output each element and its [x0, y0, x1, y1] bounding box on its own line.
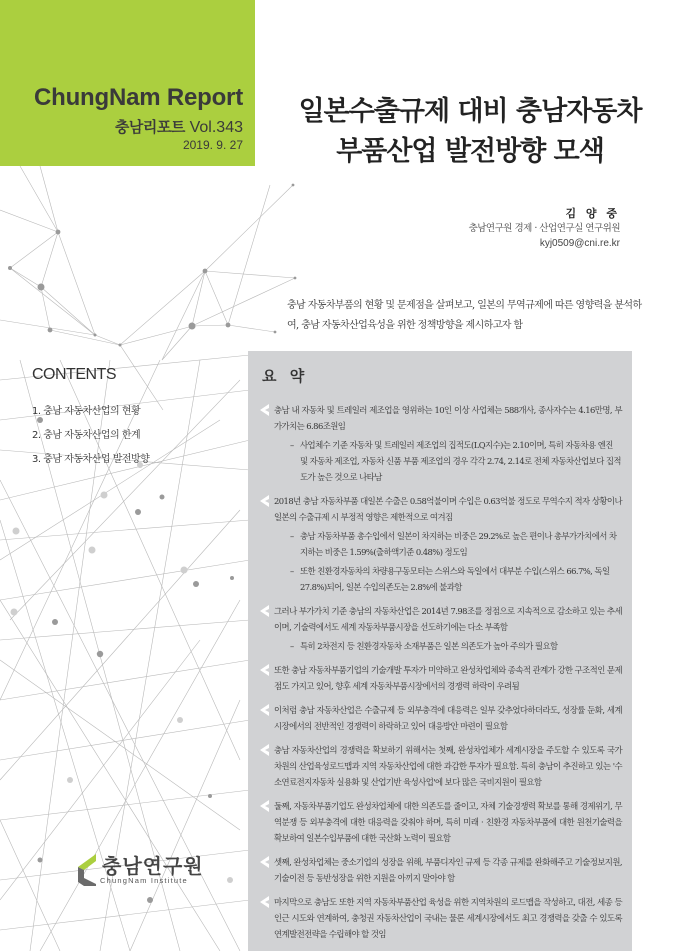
- summary-sub-point-text: 사업체수 기준 자동차 및 트레일러 제조업의 집적도(LQ지수)는 2.10이며, 특히 자동차용 엔진 및 자동차 제조업, 자동차 신품 부품 제조업의 경우 각각 2.74, 2.14로 전체 자동차산업보다 집적도가 높은 것으로 나타남: [300, 440, 621, 482]
- summary-paragraph-text: 둘째, 자동차부품기업도 완성차업체에 대한 의존도를 줄이고, 자체 기술경쟁력 확보를 통해 경제위기, 무역분쟁 등 외부충격에 대한 대응력을 갖춰야 하며, 특히 미래 · 친환경 자동차부품에 대한 원천기술력을 확보하여 일본수입부품에 대한 국산화 노력이 필요함: [274, 801, 622, 843]
- brand-subtitle: [115, 116, 243, 137]
- contents-section: [32, 366, 149, 472]
- report-title: [270, 92, 670, 172]
- logo-mark-icon: [76, 854, 98, 886]
- chevron-left-icon: [260, 704, 270, 716]
- chevron-left-icon: [260, 605, 270, 617]
- institute-logo: [76, 850, 246, 890]
- author-email[interactable]: kyj0509@cni.re.kr: [539, 238, 620, 249]
- chevron-left-icon: [260, 495, 270, 507]
- summary-paragraph-text: 마지막으로 충남도 또한 지역 자동차부품산업 육성을 위한 지역차원의 로드맵을 작성하고, 대전, 세종 등 인근 시도와 연계하여, 충청권 자동차산업이 국내는 물론 세계시장에서도 최고 경쟁력을 갖출 수 있도록 연계발전전략을 수립해야 할 것임: [274, 897, 622, 939]
- summary-paragraph: [256, 854, 622, 886]
- summary-box: [248, 351, 632, 951]
- intro-text: 충남 자동차부품의 현황 및 문제점을 살펴보고, 일본의 무역규제에 따른 영향력을 분석하여, 충남 자동차산업육성을 위한 정책방향을 제시하고자 함: [287, 300, 642, 331]
- author-affiliation: 충남연구원 경제 · 산업연구실 연구위원: [468, 223, 620, 234]
- summary-paragraph-text: 그러나 부가가치 기준 충남의 자동차산업은 2014년 7.98조를 정점으로 지속적으로 감소하고 있는 추세이며, 기술력에서도 세계 자동차부품시장을 선도하기에는 다소 부족함: [274, 606, 622, 632]
- brand-volume: Vol.343: [189, 119, 243, 136]
- summary-sub-point-text: 또한 친환경자동차의 차량용구동모터는 스위스와 독일에서 대부분 수입(스위스 66.7%, 독일 27.8%)되어, 일본 수입의존도는 2.8%에 불과함: [300, 566, 610, 592]
- dash-bullet: –: [290, 566, 294, 576]
- logo-english-text: ChungNam Institute: [100, 876, 188, 885]
- summary-paragraph: [256, 402, 622, 485]
- summary-paragraph: [256, 493, 622, 595]
- chevron-left-icon: [260, 896, 270, 908]
- summary-paragraph: [256, 603, 622, 654]
- contents-item[interactable]: 1. 충남 자동차산업의 현황: [32, 406, 141, 417]
- contents-item[interactable]: 2. 충남 자동차산업의 한계: [32, 430, 141, 441]
- summary-paragraph: [256, 742, 622, 790]
- summary-sub-point-text: 충남 자동차부품 총수입에서 일본이 차지하는 비중은 29.2%로 높은 편이나 총부가가치에서 차지하는 비중은 1.59%(출하액기준 0.48%) 정도임: [300, 531, 617, 557]
- author-name: 김 양 중: [565, 207, 620, 220]
- logo-korean-text: 충남연구원: [102, 854, 204, 878]
- brand-title: ChungNam Report: [34, 84, 243, 111]
- summary-paragraph-text: 2018년 충남 자동차부품 대일본 수출은 0.58억불이며 수입은 0.63억불 정도로 무역수지 적자 상황이나 일본의 수출규제 시 부정적 영향은 제한적으로 여겨짐: [274, 496, 622, 522]
- chevron-left-icon: [260, 800, 270, 812]
- summary-paragraph: [256, 702, 622, 734]
- author-block: [469, 207, 620, 251]
- summary-title: 요 약: [262, 367, 309, 385]
- contents-heading: CONTENTS: [32, 366, 116, 383]
- publish-date: 2019. 9. 27: [182, 138, 243, 152]
- summary-paragraph: [256, 798, 622, 846]
- summary-sub-point: [274, 563, 622, 595]
- report-title-line2: 부품산업 발전방향 모색: [336, 136, 604, 167]
- summary-paragraph-text: 셋째, 완성차업체는 중소기업의 성장을 위해, 부품디자인 규제 등 각종 규제를 완화해주고 기술정보지원, 기술이전 등 동반성장을 위한 지원을 아끼지 말아야 함: [274, 857, 622, 883]
- report-title-line1: 일본수출규제 대비 충남자동차: [298, 96, 642, 127]
- summary-sub-point-text: 특히 2차전지 등 친환경자동차 소재부품은 일본 의존도가 높아 주의가 필요함: [300, 641, 558, 651]
- summary-paragraph-text: 또한 충남 자동차부품기업의 기술개발 투자가 미약하고 완성차업체와 종속적 관계가 강한 구조적인 문제점도 가지고 있어, 향후 세계 자동차부품시장에서의 경쟁력 하락이 우려됨: [274, 665, 622, 691]
- contents-item[interactable]: 3. 충남 자동차산업 발전방향: [32, 454, 150, 465]
- chevron-left-icon: [260, 856, 270, 868]
- brand-korean-name: 충남리포트: [114, 118, 185, 136]
- summary-paragraphs: [256, 402, 622, 942]
- dash-bullet: –: [290, 531, 294, 541]
- summary-paragraph-text: 충남 내 자동차 및 트레일러 제조업을 영위하는 10인 이상 사업체는 588개사, 종사자수는 4.16만명, 부가가치는 6.86조원임: [274, 405, 622, 431]
- summary-sub-point: [274, 638, 622, 654]
- brand-header-block: [0, 0, 255, 166]
- dash-bullet: –: [290, 641, 294, 651]
- summary-paragraph: [256, 894, 622, 942]
- summary-paragraph-text: 충남 자동차산업의 경쟁력을 확보하기 위해서는 첫째, 완성차업체가 세계시장을 주도할 수 있도록 국가차원의 산업육성로드맵과 지역 자동차산업에 대한 과감한 투자가 필요함. 특히 충남이 추진하고 있는 '수소연료전지자동차 실용화 및 산업기반 육성사업'에 보다 많은 국비지원이 필요함: [274, 745, 622, 787]
- summary-paragraph: [256, 662, 622, 694]
- chevron-left-icon: [260, 744, 270, 756]
- chevron-left-icon: [260, 664, 270, 676]
- chevron-left-icon: [260, 404, 270, 416]
- dash-bullet: –: [290, 440, 294, 450]
- summary-sub-point: [274, 528, 622, 560]
- summary-sub-point: [274, 437, 622, 485]
- summary-paragraph-text: 이처럼 충남 자동차산업은 수출규제 등 외부충격에 대응력은 일부 갖추었다하더라도, 성장률 둔화, 세계시장에서의 전반적인 경쟁력이 하락하고 있어 대응방안 마련이 필요함: [274, 705, 622, 731]
